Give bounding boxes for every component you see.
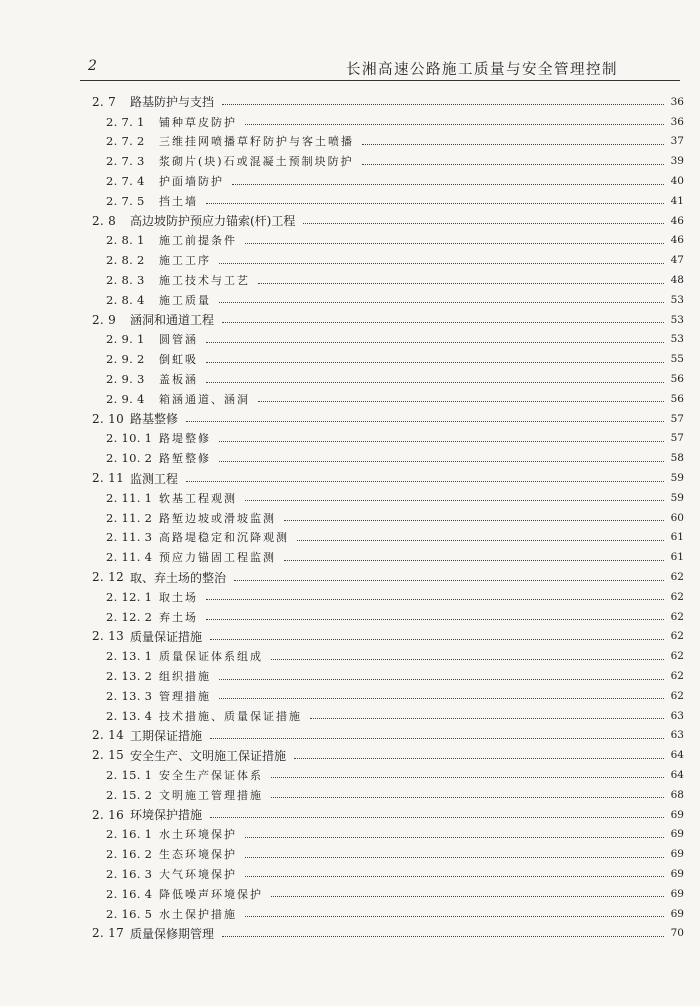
toc-entry-page: 62: [670, 571, 684, 584]
toc-entry-page: 62: [670, 650, 684, 663]
toc-entry-number: 2. 17: [92, 926, 125, 941]
dot-leader: [206, 362, 664, 363]
dot-leader: [219, 441, 664, 442]
toc-subsection-entry: [92, 151, 684, 171]
toc-subsection-entry: [92, 132, 684, 152]
toc-entry-title: 文明施工管理措施: [159, 788, 263, 802]
toc-entry-number: 2. 16. 5: [106, 906, 153, 921]
dot-leader: [271, 896, 664, 897]
toc-entry-page: 53: [670, 293, 684, 306]
toc-section-entry: [92, 92, 684, 112]
toc-subsection-entry: [92, 904, 684, 924]
toc-entry-number: 2. 8: [92, 213, 117, 228]
toc-entry-number: 2. 13. 3: [106, 688, 153, 703]
toc-entry-number: 2. 13. 1: [106, 649, 153, 664]
toc-entry-number: 2. 14: [92, 728, 125, 743]
toc-entry-number: 2. 7: [92, 94, 117, 109]
toc-entry-title: 浆砌片(块)石或混凝土预制块防护: [159, 155, 354, 169]
table-of-contents: [92, 92, 684, 943]
toc-entry-page: 57: [670, 432, 684, 445]
toc-subsection-entry: [92, 429, 684, 449]
toc-entry-title: 质量保证措施: [130, 629, 203, 644]
toc-entry-number: 2. 16. 4: [106, 886, 153, 901]
toc-entry-title: 工期保证措施: [130, 728, 203, 743]
toc-entry-title: 箱涵通道、涵洞: [159, 392, 250, 406]
toc-subsection-entry: [92, 369, 684, 389]
toc-entry-title: 施工技术与工艺: [159, 274, 250, 288]
dot-leader: [206, 342, 664, 343]
toc-section-entry: [92, 745, 684, 765]
toc-subsection-entry: [92, 330, 684, 350]
toc-entry-number: 2. 11. 4: [106, 550, 153, 565]
running-title: 长湘高速公路施工质量与安全管理控制: [346, 62, 618, 78]
toc-entry-page: 68: [670, 788, 684, 801]
toc-entry-number: 2. 13. 4: [106, 708, 153, 723]
toc-entry-number: 2. 13: [92, 629, 125, 644]
dot-leader: [294, 758, 664, 759]
toc-subsection-entry: [92, 547, 684, 567]
dot-leader: [206, 619, 664, 620]
toc-entry-title: 护面墙防护: [159, 175, 224, 189]
toc-entry-number: 2. 8. 3: [106, 273, 145, 288]
toc-entry-number: 2. 10. 2: [106, 451, 153, 466]
dot-leader: [245, 500, 664, 501]
toc-entry-number: 2. 16: [92, 807, 125, 822]
toc-entry-title: 预应力锚固工程监测: [159, 551, 276, 565]
toc-entry-title: 质量保证体系组成: [159, 650, 263, 664]
toc-entry-title: 施工工序: [159, 254, 211, 268]
toc-entry-number: 2. 12. 2: [106, 609, 153, 624]
dot-leader: [219, 302, 664, 303]
toc-subsection-entry: [92, 765, 684, 785]
dot-leader: [271, 797, 664, 798]
toc-subsection-entry: [92, 270, 684, 290]
toc-entry-number: 2. 15: [92, 748, 125, 763]
toc-subsection-entry: [92, 231, 684, 251]
dot-leader: [245, 876, 664, 877]
dot-leader: [206, 203, 664, 204]
toc-subsection-entry: [92, 488, 684, 508]
toc-entry-page: 69: [670, 907, 684, 920]
dot-leader: [297, 540, 664, 541]
toc-entry-title: 三维挂网喷播草籽防护与客土喷播: [159, 135, 354, 149]
toc-subsection-entry: [92, 884, 684, 904]
toc-section-entry: [92, 468, 684, 488]
toc-entry-page: 60: [670, 511, 684, 524]
toc-entry-title: 路基整修: [130, 412, 179, 427]
toc-entry-number: 2. 8. 2: [106, 253, 145, 268]
toc-entry-number: 2. 12. 1: [106, 589, 153, 604]
toc-entry-title: 监测工程: [130, 471, 179, 486]
toc-entry-number: 2. 11. 2: [106, 510, 153, 525]
toc-subsection-entry: [92, 171, 684, 191]
toc-entry-number: 2. 13. 2: [106, 669, 153, 683]
toc-entry-number: 2. 8. 1: [106, 233, 145, 248]
toc-entry-number: 2. 9. 2: [106, 352, 145, 367]
dot-leader: [245, 243, 664, 244]
toc-section-entry: [92, 627, 684, 647]
dot-leader: [219, 679, 664, 680]
toc-entry-title: 施工前提条件: [159, 234, 237, 248]
toc-entry-title: 水土环境保护: [159, 828, 237, 842]
dot-leader: [234, 580, 664, 581]
toc-entry-title: 取土场: [159, 590, 198, 604]
toc-entry-number: 2. 16. 3: [106, 866, 153, 881]
toc-entry-number: 2. 9. 1: [106, 332, 145, 347]
dot-leader: [258, 401, 664, 402]
toc-entry-number: 2. 15. 2: [106, 787, 153, 802]
toc-entry-number: 2. 7. 1: [106, 114, 145, 129]
toc-entry-title: 技术措施、质量保证措施: [159, 709, 302, 723]
dot-leader: [310, 718, 664, 719]
toc-subsection-entry: [92, 666, 684, 686]
toc-entry-title: 水土保护措施: [159, 907, 237, 921]
dot-leader: [219, 461, 664, 462]
dot-leader: [303, 223, 664, 224]
toc-entry-page: 58: [670, 452, 684, 465]
toc-entry-page: 61: [670, 551, 684, 564]
toc-entry-page: 56: [670, 373, 684, 386]
toc-entry-page: 40: [670, 175, 684, 188]
toc-entry-page: 39: [670, 155, 684, 168]
toc-subsection-entry: [92, 607, 684, 627]
dot-leader: [284, 520, 664, 521]
dot-leader: [219, 698, 664, 699]
toc-subsection-entry: [92, 508, 684, 528]
toc-entry-title: 生态环境保护: [159, 848, 237, 862]
toc-section-entry: [92, 211, 684, 231]
toc-subsection-entry: [92, 389, 684, 409]
toc-subsection-entry: [92, 706, 684, 726]
toc-subsection-entry: [92, 686, 684, 706]
toc-entry-page: 37: [670, 135, 684, 148]
toc-entry-number: 2. 8. 4: [106, 292, 145, 307]
toc-subsection-entry: [92, 448, 684, 468]
toc-entry-number: 2. 7. 2: [106, 134, 145, 149]
toc-section-entry: [92, 409, 684, 429]
toc-entry-page: 69: [670, 848, 684, 861]
toc-entry-title: 高路堤稳定和沉降观测: [159, 531, 289, 545]
toc-entry-title: 质量保修期管理: [130, 926, 215, 941]
toc-entry-title: 软基工程观测: [159, 491, 237, 505]
toc-subsection-entry: [92, 785, 684, 805]
toc-entry-page: 62: [670, 610, 684, 623]
toc-entry-number: 2. 16. 1: [106, 827, 153, 842]
toc-entry-number: 2. 12: [92, 570, 125, 585]
toc-entry-title: 组织措施: [159, 670, 211, 683]
toc-subsection-entry: [92, 864, 684, 884]
toc-entry-title: 弃土场: [159, 610, 198, 624]
toc-entry-page: 59: [670, 491, 684, 504]
toc-entry-number: 2. 16. 2: [106, 847, 153, 862]
toc-entry-page: 63: [670, 709, 684, 722]
toc-section-entry: [92, 923, 684, 943]
dot-leader: [245, 916, 664, 917]
toc-subsection-entry: [92, 250, 684, 270]
toc-entry-number: 2. 9. 3: [106, 372, 145, 387]
toc-entry-title: 高边坡防护预应力锚索(杆)工程: [130, 214, 296, 229]
toc-entry-page: 53: [670, 313, 684, 326]
toc-entry-page: 69: [670, 808, 684, 821]
toc-entry-number: 2. 15. 1: [106, 767, 153, 782]
toc-entry-page: 61: [670, 531, 684, 544]
toc-entry-title: 安全生产、文明施工保证措施: [130, 748, 287, 763]
toc-subsection-entry: [92, 191, 684, 211]
toc-entry-title: 路基防护与支挡: [130, 95, 215, 110]
dot-leader: [258, 283, 664, 284]
toc-entry-page: 36: [670, 115, 684, 128]
toc-entry-page: 41: [670, 194, 684, 207]
toc-entry-page: 69: [670, 828, 684, 841]
toc-section-entry: [92, 726, 684, 746]
dot-leader: [271, 777, 664, 778]
toc-entry-page: 59: [670, 472, 684, 485]
toc-entry-number: 2. 11: [92, 471, 125, 486]
toc-entry-number: 2. 11. 1: [106, 490, 153, 505]
toc-entry-title: 降低噪声环境保护: [159, 887, 263, 901]
toc-subsection-entry: [92, 844, 684, 864]
toc-subsection-entry: [92, 112, 684, 132]
toc-entry-page: 62: [670, 689, 684, 702]
dot-leader: [284, 560, 664, 561]
toc-entry-page: 64: [670, 768, 684, 781]
toc-subsection-entry: [92, 528, 684, 548]
toc-entry-page: 46: [670, 234, 684, 247]
toc-subsection-entry: [92, 587, 684, 607]
dot-leader: [186, 481, 664, 482]
toc-entry-number: 2. 10: [92, 411, 125, 426]
toc-section-entry: [92, 805, 684, 825]
toc-entry-page: 63: [670, 729, 684, 742]
toc-entry-number: 2. 7. 5: [106, 193, 145, 208]
toc-entry-number: 2. 7. 3: [106, 154, 145, 169]
page-number: 2: [88, 58, 97, 74]
toc-entry-page: 64: [670, 749, 684, 762]
dot-leader: [271, 659, 664, 660]
toc-entry-title: 挡土墙: [159, 194, 198, 208]
dot-leader: [210, 738, 664, 739]
dot-leader: [245, 124, 664, 125]
toc-section-entry: [92, 310, 684, 330]
toc-subsection-entry: [92, 824, 684, 844]
toc-entry-page: 53: [670, 333, 684, 346]
toc-entry-page: 70: [670, 927, 684, 940]
toc-entry-title: 安全生产保证体系: [159, 768, 263, 782]
toc-entry-page: 46: [670, 214, 684, 227]
dot-leader: [206, 599, 664, 600]
toc-entry-title: 路堑整修: [159, 452, 211, 466]
toc-entry-number: 2. 9. 4: [106, 391, 145, 406]
toc-entry-title: 路堑边坡或滑坡监测: [159, 511, 276, 525]
toc-entry-page: 69: [670, 867, 684, 880]
toc-entry-page: 62: [670, 670, 684, 682]
toc-entry-title: 大气环境保护: [159, 867, 237, 881]
toc-entry-page: 57: [670, 412, 684, 425]
dot-leader: [222, 104, 664, 105]
dot-leader: [222, 322, 664, 323]
toc-entry-number: 2. 10. 1: [106, 431, 153, 446]
toc-entry-number: 2. 9: [92, 312, 117, 327]
dot-leader: [362, 164, 664, 165]
toc-entry-page: 47: [670, 254, 684, 267]
toc-entry-page: 62: [670, 590, 684, 603]
toc-entry-title: 施工质量: [159, 293, 211, 307]
toc-section-entry: [92, 567, 684, 587]
dot-leader: [210, 639, 664, 640]
toc-entry-page: 36: [670, 95, 684, 108]
dot-leader: [186, 421, 664, 422]
dot-leader: [206, 382, 664, 383]
toc-entry-page: 62: [670, 630, 684, 643]
toc-entry-page: 69: [670, 887, 684, 900]
toc-entry-number: 2. 11. 3: [106, 530, 153, 545]
toc-entry-page: 56: [670, 392, 684, 405]
toc-entry-title: 路堤整修: [159, 432, 211, 446]
dot-leader: [245, 837, 664, 838]
toc-entry-title: 涵洞和通道工程: [130, 313, 215, 328]
dot-leader: [219, 263, 664, 264]
toc-subsection-entry: [92, 646, 684, 666]
toc-entry-page: 48: [670, 274, 684, 287]
toc-entry-title: 取、弃土场的整治: [130, 570, 227, 585]
toc-entry-page: 55: [670, 353, 684, 366]
dot-leader: [232, 184, 664, 185]
dot-leader: [210, 817, 664, 818]
dot-leader: [245, 857, 664, 858]
toc-entry-title: 管理措施: [159, 689, 211, 703]
toc-entry-title: 圆管涵: [159, 333, 198, 347]
toc-subsection-entry: [92, 349, 684, 369]
toc-entry-title: 倒虹吸: [159, 353, 198, 367]
toc-entry-title: 铺种草皮防护: [159, 115, 237, 129]
dot-leader: [362, 144, 664, 145]
toc-subsection-entry: [92, 290, 684, 310]
page-header: [80, 52, 680, 81]
dot-leader: [222, 936, 664, 937]
toc-entry-title: 盖板涵: [159, 373, 198, 387]
toc-entry-number: 2. 7. 4: [106, 174, 145, 189]
toc-entry-title: 环境保护措施: [130, 808, 203, 823]
